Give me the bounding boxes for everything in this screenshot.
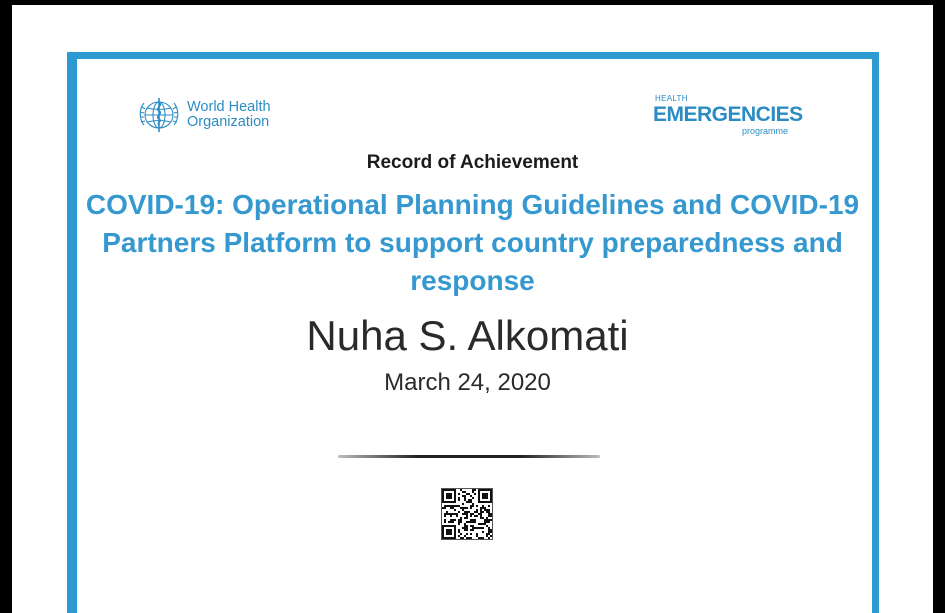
who-logo (136, 95, 271, 135)
recipient-name: Nuha S. Alkomati (306, 312, 629, 359)
certificate-heading: Record of Achievement (366, 152, 579, 173)
who-emblem-icon (136, 95, 182, 135)
who-logo-line2: Organization (187, 114, 270, 130)
who-logo-line1: World Health (187, 99, 271, 115)
qr-code-icon[interactable] (441, 488, 493, 540)
course-title: COVID-19: Operational Planning Guidelines and COVID-19 Partners Platform to support country preparedness and response (85, 189, 860, 296)
health-emergencies-logo (653, 94, 803, 138)
who-logo-text (187, 100, 271, 130)
he-logo-sub: programme (742, 126, 789, 136)
qr-code-graphic (442, 489, 492, 539)
certificate-date: March 24, 2020 (384, 369, 551, 396)
he-logo-big: EMERGENCIES (653, 103, 803, 126)
signature-line (338, 455, 600, 458)
he-logo-small: HEALTH (655, 94, 688, 103)
